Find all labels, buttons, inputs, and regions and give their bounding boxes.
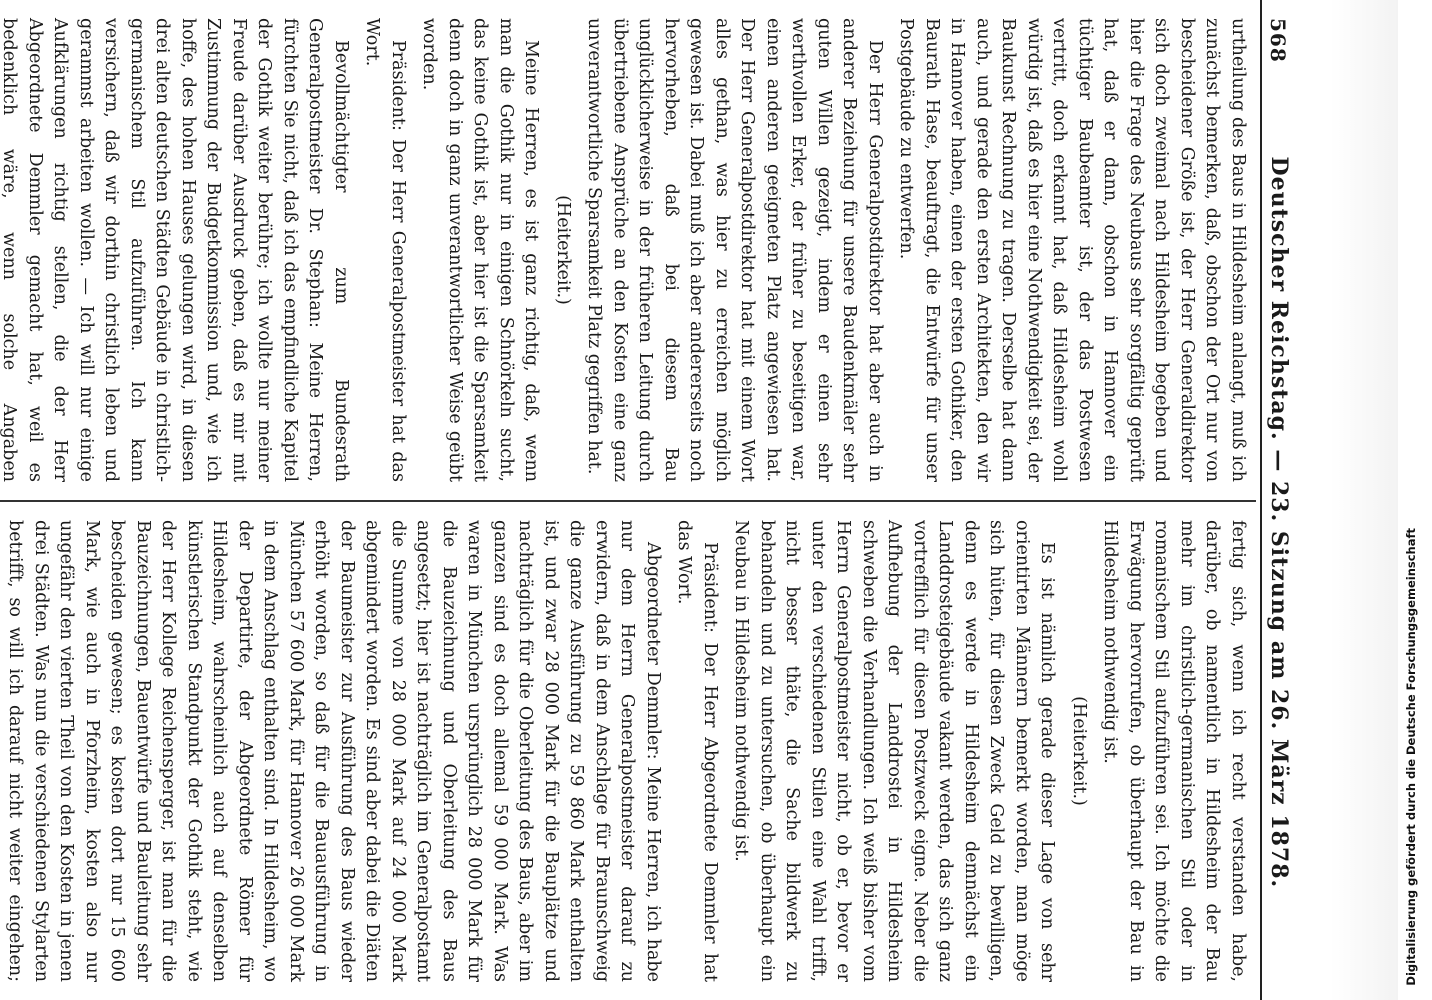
paragraph: Der Herr Generalpostdirektor hat aber auch in anderer Beziehung für unsere Baudenkmäler sehr guten Willen gezeigt, indem er einen sehr werthvollen Erker, der früher zu beseitigen war, einen anderen geeigneten Platz angewiesen hat. Der Herr Generalpostdirektor hat mit einem Wort alles gethan, was hier zu erreichen möglich gewesen ist. Dabei muß ich aber andererseits noch hervorheben, daß bei diesem Bau unglücklicherweise in der früheren Leitung durch übertriebene Ansprüche an den Kosten eine ganz unverantwortliche Sparsamkeit Platz gegriffen hat. [584,18,885,482]
paragraph: Präsident: Der Herr Abgeordnete Demmler hat das Wort. [674,520,720,982]
page-header [1260,0,1320,1000]
page-title: Deutscher Reichstag. — 23. Sitzung am 26. März 1878. [1266,156,1292,889]
scan-edge [1330,0,1398,1000]
paragraph: Es ist nämlich gerade dieser Lage von sehr orientirten Männern bemerkt worden, man möge sich hüten, für diesen Zweck Geld zu bewilligen, denn es werde in Hildesheim demnächst ein Landdrosteigebäude vakant werden, das sich ganz vortrefflich für diesen Postzweck eigne. Neber die Aufhebung der Landdrostei in Hildesheim schweben die Verhandlungen. Ich weiß bisher vom Herrn Generalpostmeister nicht, ob er, bevor er unter den verschiedenen Stilen eine Wahl trifft, nicht besser thäte, die Sache bildwerk zu behandeln und zu untersuchen, ob überhaupt ein Neubau in Hildesheim nothwendig ist. [731,520,1058,982]
paragraph: Präsident: Der Herr Generalpostmeister hat das Wort. [362,18,408,482]
left-column [0,0,1256,500]
stage-direction: (Heiterkeit.) [1069,696,1089,806]
paragraph: Bevollmächtigter zum Bundesrath Generalpostmeister Dr. Stephan: Meine Herren, fürchten Sie nicht, daß ich das empfindliche Kapitel der Gothik weiter berühre; ich wollte nur meiner Freude darüber Ausdruck geben, daß es mir mit Zustimmung der Budgetkommission und, wie ich hoffe, des hohen Hauses gelungen wird, in diesen drei alten deutschen Städten Gebäude in christlich-germanischem Stil aufzuführen. Ich kann versichern, daß wir dorthin christlich leben und gerammst arbeiten wollen. — Ich will nur einige Aufklärungen richtig stellen, die der Herr Abgeordnete Demmler gemacht hat, weil es bedenklich wäre, wenn solche Angaben [0,18,351,482]
stage-direction: (Heiterkeit.) [553,195,573,305]
paragraph: Abgeordneter Demmler: Meine Herren, ich habe nur dem Herrn Generalpostmeister darauf zu erwidern, daß in dem Anschlage für Braunschweig die ganze Ausführung zu 59 860 Mark enthalten ist, und zwar 28 000 Mark für die Bauplätze und nachträglich für die Oberleitung des Baus, aber im ganzen sind es doch allemal 59 000 Mark. Was waren in München ursprünglich 28 000 Mark für die Bauzeichnung und Oberleitung des Baus angesetzt; hier ist nachträglich im Generalpostamt die Summe von 28 000 Mark auf 24 000 Mark abgemindert worden. Es sind aber dabei die Diäten der Baumeister zur Ausführung des Baus wieder erhöht worden, so daß für die Bauausführung in München 57 600 Mark, für Hannover 26 000 Mark in dem Anschlag enthalten sind. In Hildesheim, wo der Departirte, der Abgeordnete Römer für Hildesheim, wahrscheinlich auch auf denselben künstlerischen Standpunkt der Gothik steht, wie der Herr Kollege Reichensperger, ist man für die Bauzeichnungen, Bauentwürfe und Bauleitung sehr bescheiden gewesen; es kosten dort nur 15 600 Mark, wie auch in Pforzheim, kosten also nur ungefähr den vierten Theil von den Kosten in jenen drei Städten. Was nun die verschiedenen Stylarten betrifft, so will ich darauf nicht weiter eingehen; [5,520,663,982]
paragraph: Meine Herren, es ist ganz richtig, daß, wenn man die Gothik nur in einigen Schnörkeln sucht, das keine Gothik ist, aber hier ist die Sparsamkeit denn doch in ganz unverantwortlicher Weise geübt worden. [419,18,542,482]
digitization-note: Digitalisierung gefördert durch die Deutsche Forschungsgemeinschaft [1404,528,1418,986]
right-column [0,500,1256,1000]
paragraph: urtheilung des Baus in Hildesheim anlangt, muß ich zunächst bemerken, daß, obschon der Ort nur von bescheidener Größe ist, der Herr Generaldirektor sich doch zweimal nach Hildesheim begeben und hier die Frage des Neubaus sehr sorgfältig geprüft hat, daß er dann, obschon in Hannover ein tüchtiger Baubeamter ist, der das Postwesen vertritt, doch erkannt hat, daß Hildesheim wohl würdig ist, daß es hier eine Nothwendigkeit sei, der Baukunst Rechnung zu tragen. Derselbe hat dann auch, und gerade den ersten Architekten, den wir in Hannover haben, einen der ersten Gothiker, den Baurath Hase, beauftragt, die Entwürfe für unser Postgebäude zu entwerfen. [896,18,1248,482]
page-number: 568 [1266,18,1290,63]
paragraph: fertig sich, wenn ich recht verstanden habe, darüber, ob namentlich in Hildesheim der Bau mehr im christlich-germanischen Stil oder in romanischem Stil aufzuführen sei. Ich möchte die Erwägung hervorrufen, ob überhaupt der Bau in Hildesheim nothwendig ist. [1100,520,1248,982]
